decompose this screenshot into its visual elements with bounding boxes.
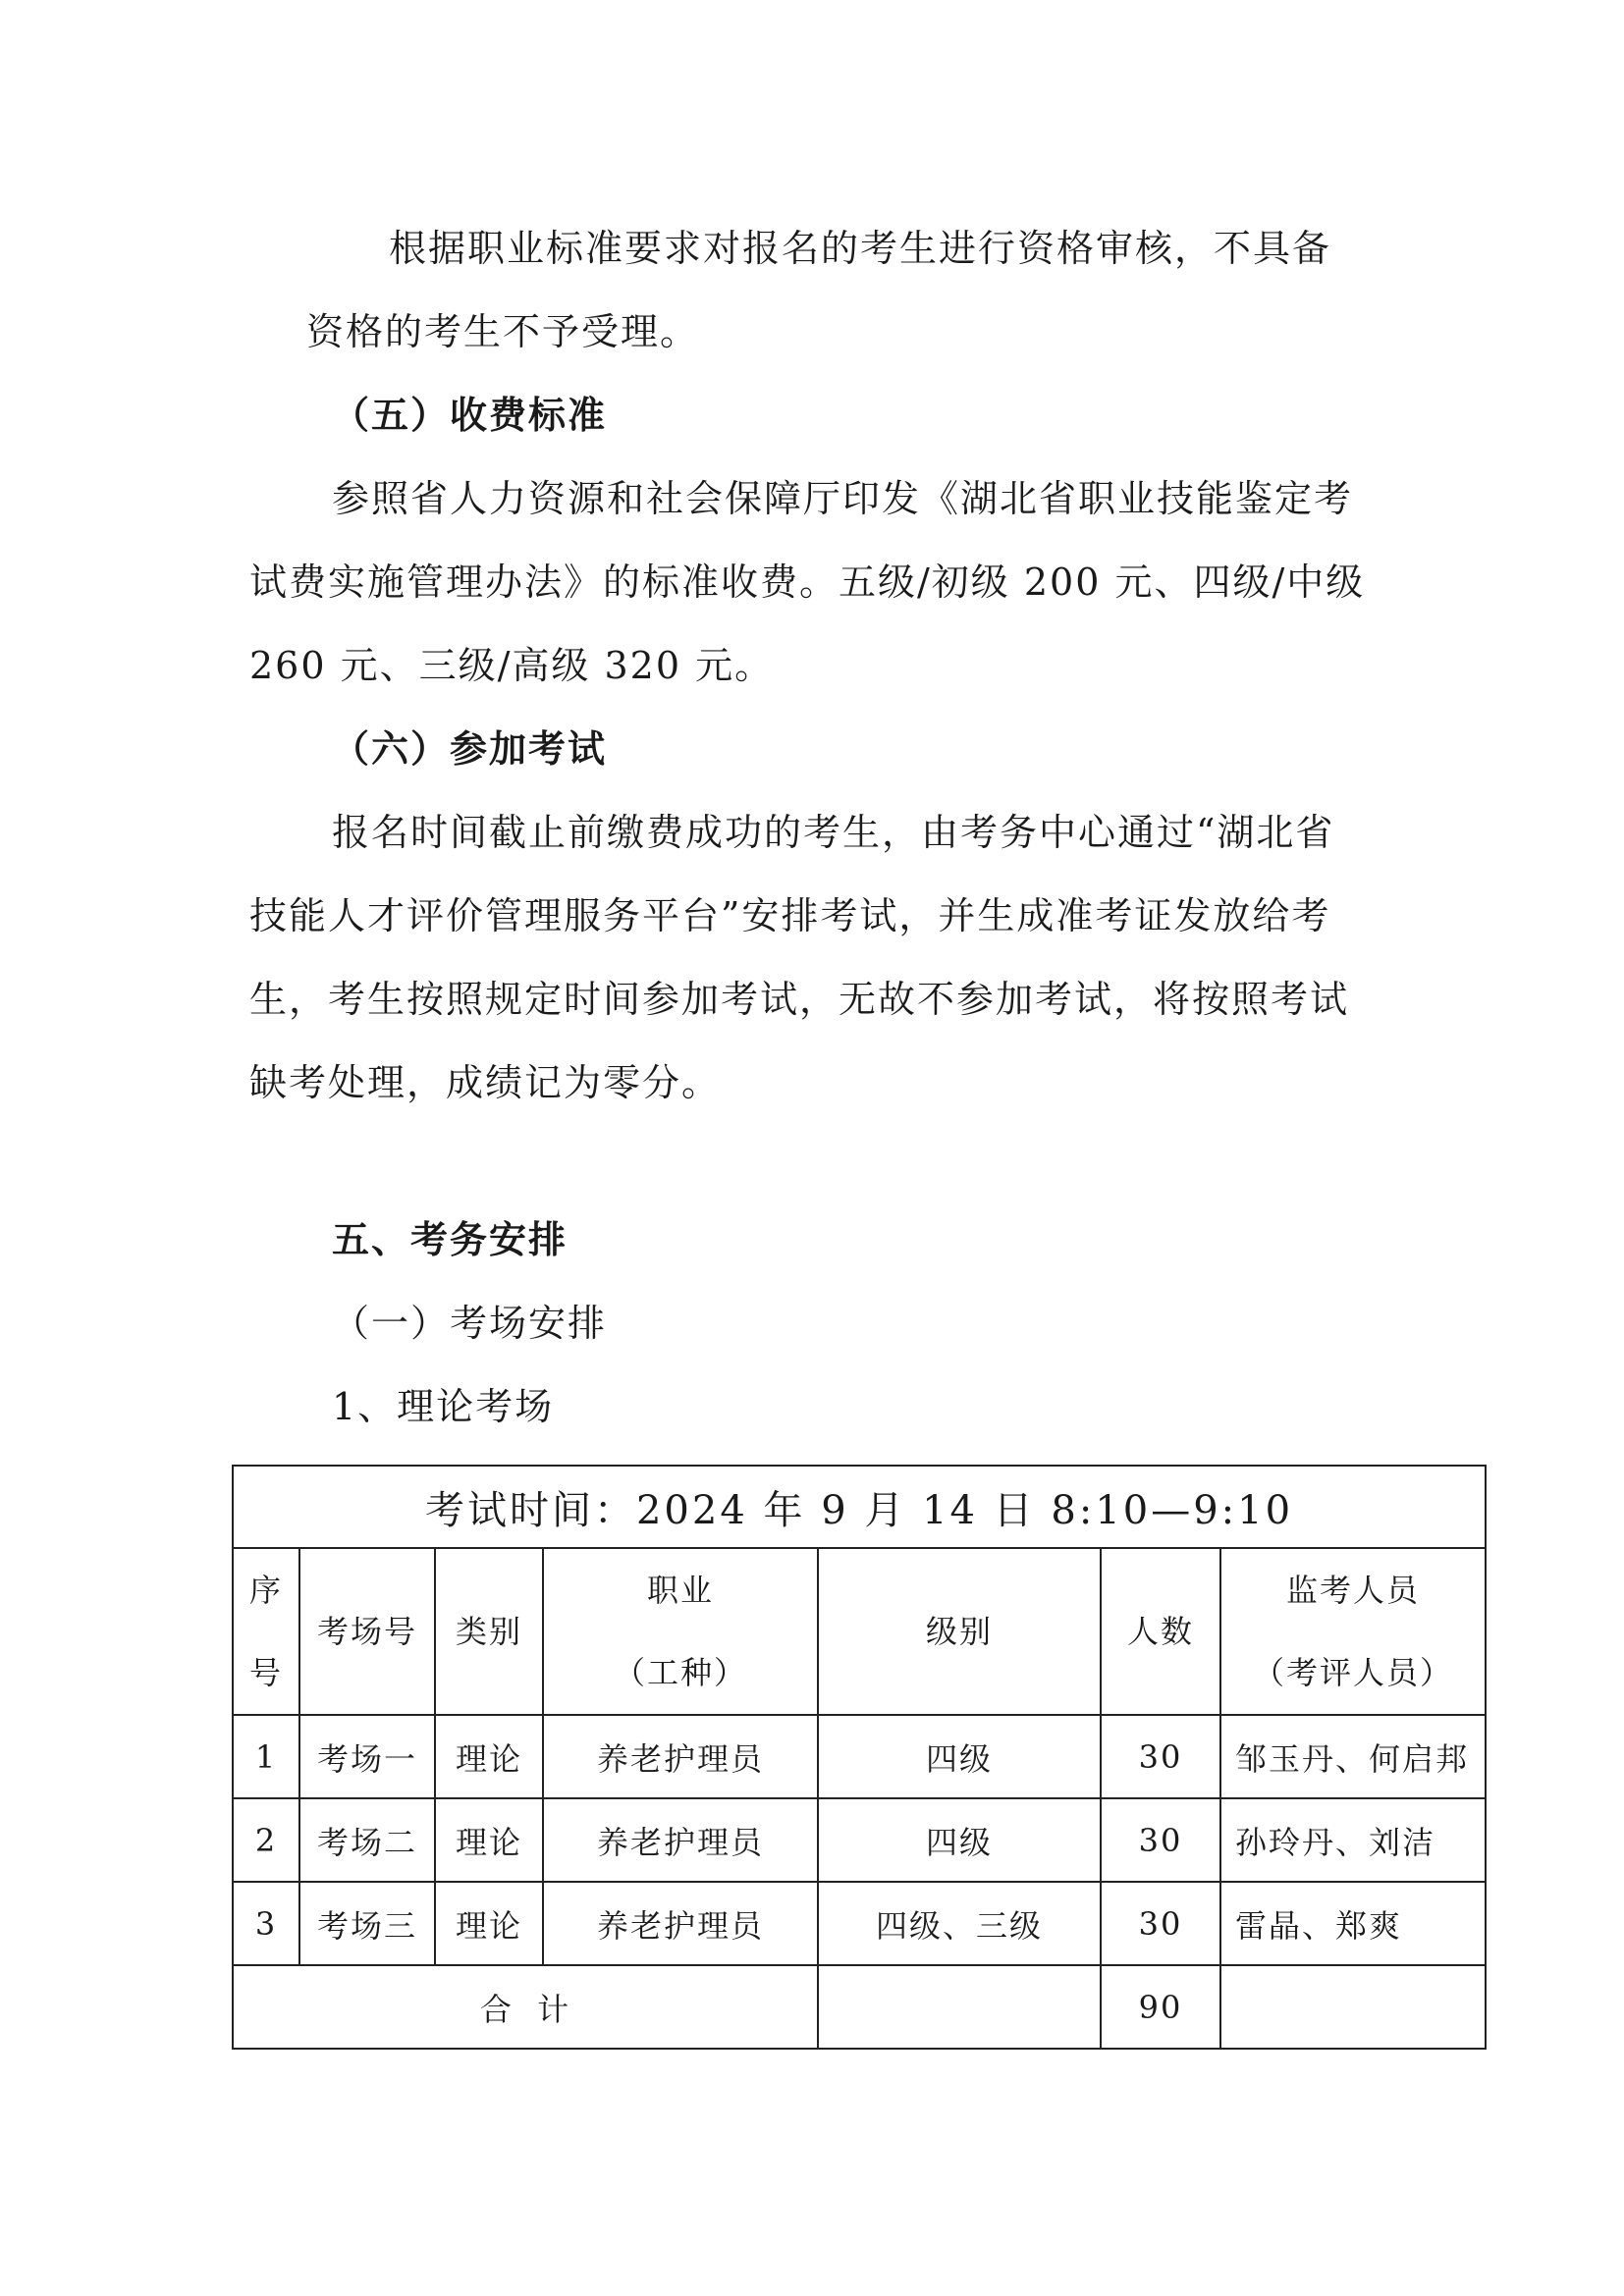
paragraph-line: 生，考生按照规定时间参加考试，无故不参加考试，将按照考试 [249, 978, 1350, 1021]
paragraph-line: 260 元、三级/高级 320 元。 [249, 644, 775, 687]
total-count: 90 [1101, 1965, 1220, 2049]
section-heading: （五）收费标准 [332, 393, 608, 437]
exam-time-title: 考试时间：2024 年 9 月 14 日 8:10—9:10 [233, 1466, 1486, 1548]
section-heading: （六）参加考试 [332, 726, 608, 771]
cell-occupation: 养老护理员 [543, 1882, 818, 1965]
paragraph-line: 试费实施管理办法》的标准收费。五级/初级 200 元、四级/中级 [249, 561, 1366, 604]
cell-count: 30 [1101, 1798, 1220, 1882]
total-proctor-empty [1220, 1965, 1486, 2049]
header-count: 人数 [1101, 1548, 1220, 1715]
cell-count: 30 [1101, 1715, 1220, 1798]
subsection-heading: （一）考场安排 [332, 1302, 608, 1345]
header-proctor: 监考人员 （考评人员） [1220, 1548, 1486, 1715]
paragraph-line: 资格的考生不予受理。 [306, 310, 700, 353]
cell-room: 考场二 [299, 1798, 435, 1882]
cell-category: 理论 [435, 1715, 543, 1798]
cell-level: 四级 [818, 1798, 1101, 1882]
cell-room: 考场一 [299, 1715, 435, 1798]
cell-seq: 2 [233, 1798, 299, 1882]
cell-room: 考场三 [299, 1882, 435, 1965]
table-row [233, 1715, 1486, 1798]
header-level: 级别 [818, 1548, 1101, 1715]
chapter-heading: 五、考务安排 [332, 1217, 568, 1261]
total-level-empty [818, 1965, 1101, 2049]
table-header-row [233, 1548, 1486, 1715]
paragraph-line: 技能人才评价管理服务平台”安排考试，并生成准考证发放给考 [249, 894, 1331, 937]
table-total-row [233, 1965, 1486, 2049]
paragraph-line: 报名时间截止前缴费成功的考生，由考务中心通过“湖北省 [332, 811, 1335, 854]
paragraph-line: 参照省人力资源和社会保障厅印发《湖北省职业技能鉴定考 [332, 477, 1354, 520]
table-row [233, 1882, 1486, 1965]
paragraph-line: 根据职业标准要求对报名的考生进行资格审核，不具备 [389, 227, 1332, 270]
cell-level: 四级、三级 [818, 1882, 1101, 1965]
exam-room-table [232, 1465, 1487, 2050]
cell-occupation: 养老护理员 [543, 1715, 818, 1798]
table-row [233, 1798, 1486, 1882]
cell-category: 理论 [435, 1798, 543, 1882]
header-category: 类别 [435, 1548, 543, 1715]
header-room: 考场号 [299, 1548, 435, 1715]
cell-count: 30 [1101, 1882, 1220, 1965]
cell-proctor: 邹玉丹、何启邦 [1220, 1715, 1486, 1798]
cell-seq: 1 [233, 1715, 299, 1798]
cell-seq: 3 [233, 1882, 299, 1965]
cell-occupation: 养老护理员 [543, 1798, 818, 1882]
total-label: 合 计 [233, 1965, 818, 2049]
header-seq: 序 号 [233, 1548, 299, 1715]
cell-proctor: 雷晶、郑爽 [1220, 1882, 1486, 1965]
cell-proctor: 孙玲丹、刘洁 [1220, 1798, 1486, 1882]
cell-category: 理论 [435, 1882, 543, 1965]
header-occupation: 职业 （工种） [543, 1548, 818, 1715]
table-title-row [233, 1466, 1486, 1548]
cell-level: 四级 [818, 1715, 1101, 1798]
subsection-heading: 1、理论考场 [332, 1385, 555, 1428]
paragraph-line: 缺考处理，成绩记为零分。 [249, 1061, 722, 1104]
